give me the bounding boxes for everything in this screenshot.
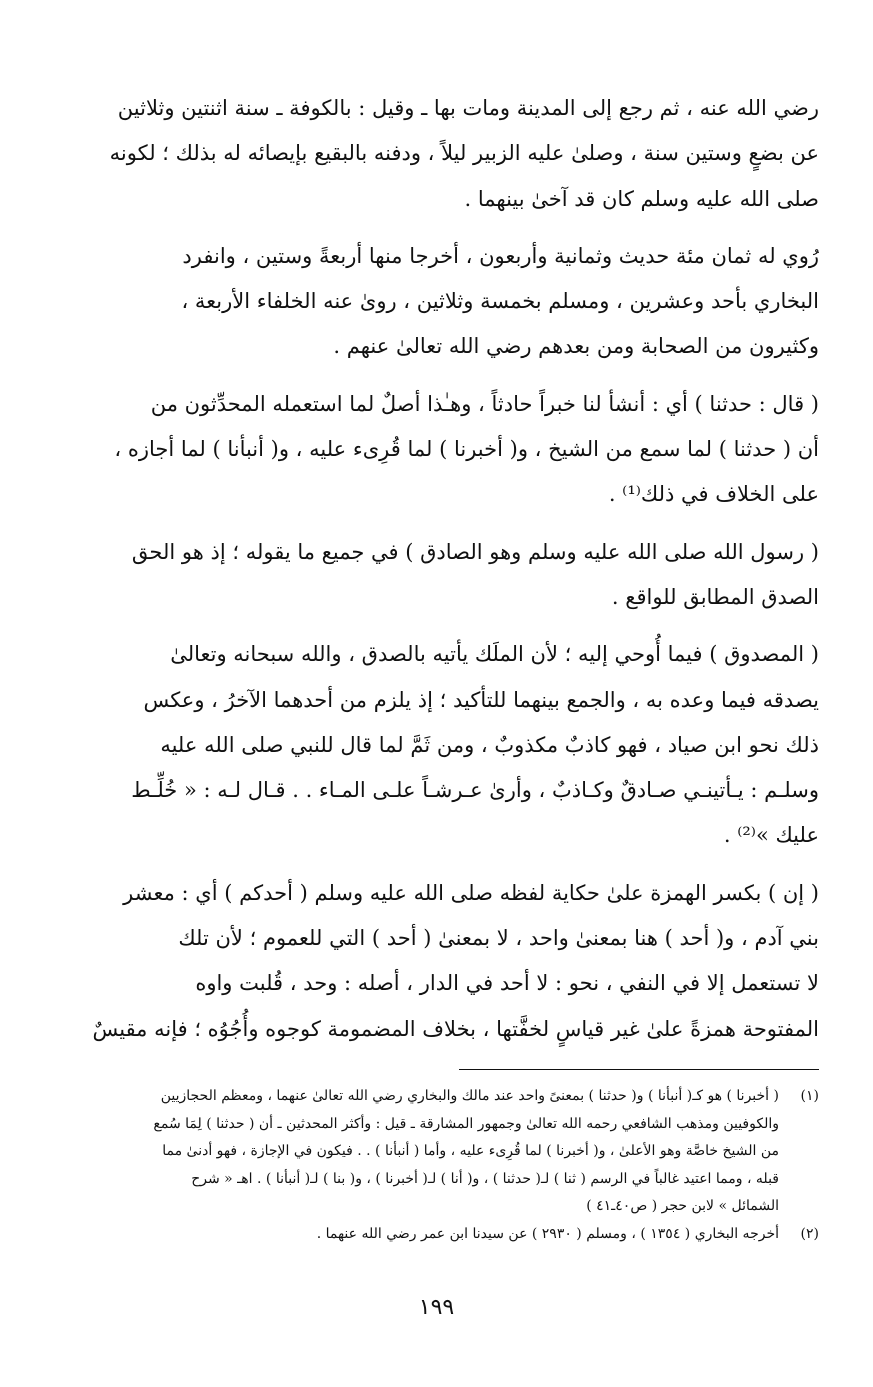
text-line: ( إن ) بكسر الهمزة علىٰ حكاية لفظه صلى الله عليه وسلم ( أحدكم ) أي : معشر	[123, 880, 819, 905]
footnote-line: من الشيخ خاصَّة وهو الأعلىٰ ، و( أخبرنا ) لما قُرِىء عليه ، وأما ( أنبأنا ) . . فيكون في الإجازة ، فهو أدنىٰ مما	[162, 1143, 779, 1159]
text-line: أن ( حدثنا ) لما سمع من الشيخ ، و( أخبرنا ) لما قُرِىء عليه ، و( أنبأنا ) لما أجازه ،	[114, 437, 819, 462]
paragraph	[46, 382, 819, 518]
footnote-line: ( أخبرنا ) هو كـ( أنبأنا ) و( حدثنا ) بمعنىً واحد عند مالك والبخاري رضي الله تعالىٰ عنهما ، ومعظم الحجازيين	[160, 1088, 779, 1104]
text-line: يصدقه فيما وعده به ، والجمع بينهما للتأكيد ؛ إذ يلزم من أحدهما الآخرُ ، وعكس	[143, 687, 819, 712]
text-line: رضي الله عنه ، ثم رجع إلى المدينة ومات بها ـ وقيل : بالكوفة ـ سنة اثنتين وثلاثين	[117, 96, 819, 120]
text-line: ( قال : حدثنا ) أي : أنشأ لنا خبراً حادثاً ، وهـٰذا أصلٌ لما استعمله المحدِّثون من	[150, 391, 819, 416]
text-line: عن بضعٍ وستين سنة ، وصلىٰ عليه الزبير ليلاً ، ودفنه بالبقيع بإيصائه له بذلك ؛ لكونه	[109, 141, 819, 166]
text-line: ( المصدوق ) فيما أُوحي إليه ؛ لأن الملَك يأتيه بالصدق ، والله سبحانه وتعالىٰ	[170, 642, 819, 667]
text-line: بني آدم ، و( أحد ) هنا بمعنىٰ واحد ، لا بمعنىٰ ( أحد ) التي للعموم ؛ لأن تلك	[178, 926, 819, 951]
text-line: البخاري بأحد وعشرين ، ومسلم بخمسة وثلاثين ، روىٰ عنه الخلفاء الأربعة ،	[181, 289, 819, 314]
paragraph	[46, 871, 819, 1052]
paragraph	[46, 632, 819, 858]
text-line: الصدق المطابق للواقع .	[611, 584, 819, 609]
text-line: رُوي له ثمان مئة حديث وثمانية وأربعون ، أخرجا منها أربعةً وستين ، وانفرد	[182, 243, 819, 268]
page-number: ١٩٩	[418, 1295, 455, 1320]
text-line: صلى الله عليه وسلم كان قد آخىٰ بينهما .	[464, 186, 819, 211]
footnote-number: (٢)	[800, 1225, 819, 1242]
footnote-line: قبله ، ومما اعتيد غالباً في الرسم ( ثنا ) لـ( حدثنا ) ، و( أنا ) لـ( أخبرنا ) ، و( بنا ) لـ( أنبأنا ) . اهـ « شرح	[191, 1170, 779, 1187]
footnotes	[46, 1083, 819, 1248]
paragraph	[46, 86, 819, 222]
text-line: وسلـم : يـأتينـي صـادقٌ وكـاذبٌ ، وأرىٰ عـرشـاً علـى المـاء . . قـال لـه : « خُلِّـط	[131, 778, 819, 803]
paragraph	[46, 234, 819, 370]
footnote-body	[46, 1221, 779, 1249]
text-line: وكثيرون من الصحابة ومن بعدهم رضي الله تعالىٰ عنهم .	[333, 334, 819, 359]
footnote	[46, 1221, 819, 1249]
footnote-number: (١)	[800, 1088, 819, 1104]
paragraph	[46, 530, 819, 621]
footnote-line: أخرجه البخاري ( ١٣٥٤ ) ، ومسلم ( ٢٩٣٠ ) عن سيدنا ابن عمر رضي الله عنهما .	[316, 1225, 779, 1242]
text-line: لا تستعمل إلا في النفي ، نحو : لا أحد في الدار ، أصله : وحد ، قُلبت واوه	[195, 971, 819, 996]
footnote-body	[46, 1083, 779, 1221]
footnote	[46, 1083, 819, 1221]
text-line: عليك »⁽²⁾ .	[723, 823, 819, 848]
footnote-line: والكوفيين ومذهب الشافعي رحمه الله تعالىٰ وجمهور المشارقة ـ قيل : وأكثر المحدثين ـ أن ( حدثنا ) لِمَا سُمع	[153, 1115, 779, 1132]
text-line: على الخلاف في ذلك⁽¹⁾ .	[608, 482, 819, 507]
text-line: ( رسول الله صلى الله عليه وسلم وهو الصادق ) في جميع ما يقوله ؛ إذ هو الحق	[131, 539, 819, 564]
text-line: ذلك نحو ابن صياد ، فهو كاذبٌ مكذوبٌ ، ومن ثَمَّ لما قال للنبي صلى الله عليه	[160, 732, 819, 757]
footnote-separator	[459, 1069, 819, 1070]
footnote-line: الشمائل » لابن حجر ( ص٤٠ـ٤١ )	[586, 1198, 779, 1214]
text-line: المفتوحة همزةً علىٰ غير قياسٍ لخفَّتها ، بخلاف المضمومة كوجوه وأُجُوُه ؛ فإنه مقيسٌ	[92, 1016, 819, 1041]
main-text	[46, 86, 819, 1064]
